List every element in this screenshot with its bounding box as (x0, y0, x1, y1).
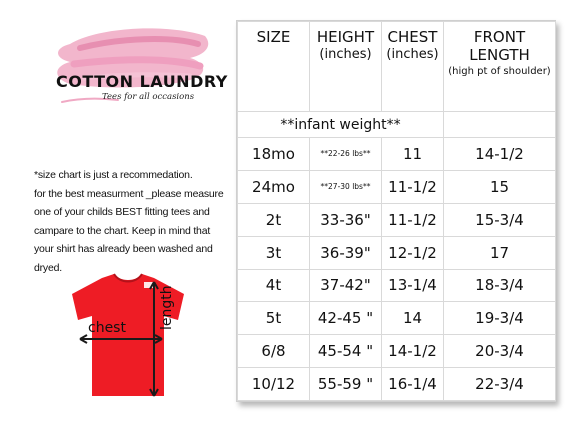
note-line: dryed. (34, 261, 62, 274)
size-chart-table (236, 20, 556, 402)
note-line: your shirt has already been washed and (34, 243, 213, 256)
note-line: for the best measurment _please measure (34, 187, 224, 200)
height-cell: 45-54 " (310, 335, 382, 368)
height-cell: 55-59 " (310, 368, 382, 401)
table-row (238, 203, 556, 236)
size-cell: 6/8 (238, 335, 310, 368)
height-cell: **22-26 lbs** (310, 138, 382, 171)
logo-title: COTTON LAUNDRY (56, 72, 228, 91)
length-label: length (159, 285, 175, 330)
chest-cell: 11 (382, 138, 444, 171)
infant-weight-row (238, 112, 556, 138)
table-row (238, 138, 556, 171)
chest-cell: 11-1/2 (382, 203, 444, 236)
size-chart-note (34, 166, 234, 278)
note-line: one of your childs BEST fitting tees and (34, 206, 210, 219)
front-length-cell: 15 (444, 170, 556, 203)
front-length-cell: 22-3/4 (444, 368, 556, 401)
table-row (238, 335, 556, 368)
front-length-cell: 15-3/4 (444, 203, 556, 236)
tshirt-illustration (58, 268, 198, 408)
header-size: SIZE (238, 22, 310, 112)
height-cell: **27-30 lbs** (310, 170, 382, 203)
front-length-cell: 20-3/4 (444, 335, 556, 368)
header-height: HEIGHT (inches) (310, 22, 382, 112)
header-front-length: FRONT LENGTH (high pt of shoulder) (444, 22, 556, 112)
table-row (238, 269, 556, 302)
size-cell: 24mo (238, 170, 310, 203)
table-header-row (238, 22, 556, 112)
height-cell: 37-42" (310, 269, 382, 302)
height-cell: 42-45 " (310, 302, 382, 335)
size-cell: 5t (238, 302, 310, 335)
chest-cell: 14-1/2 (382, 335, 444, 368)
chest-cell: 11-1/2 (382, 170, 444, 203)
size-cell: 4t (238, 269, 310, 302)
note-line: *size chart is just a recommedation. (34, 169, 193, 181)
chest-cell: 16-1/4 (382, 368, 444, 401)
header-chest: CHEST (inches) (382, 22, 444, 112)
table-row (238, 170, 556, 203)
size-cell: 2t (238, 203, 310, 236)
front-length-cell: 17 (444, 236, 556, 269)
chest-label: chest (88, 320, 126, 336)
empty-cell (444, 112, 556, 138)
logo (40, 14, 228, 114)
front-length-cell: 14-1/2 (444, 138, 556, 171)
logo-tagline: Tees for all occasions (102, 92, 195, 102)
chest-cell: 12-1/2 (382, 236, 444, 269)
front-length-cell: 18-3/4 (444, 269, 556, 302)
size-cell: 10/12 (238, 368, 310, 401)
table-row (238, 302, 556, 335)
size-cell: 3t (238, 236, 310, 269)
table-row (238, 236, 556, 269)
note-line: campare to the chart. Keep in mind that (34, 224, 211, 237)
size-cell: 18mo (238, 138, 310, 171)
chest-cell: 14 (382, 302, 444, 335)
front-length-cell: 19-3/4 (444, 302, 556, 335)
infant-weight-label: **infant weight** (238, 112, 444, 138)
height-cell: 33-36" (310, 203, 382, 236)
height-cell: 36-39" (310, 236, 382, 269)
table-row (238, 368, 556, 401)
chest-cell: 13-1/4 (382, 269, 444, 302)
